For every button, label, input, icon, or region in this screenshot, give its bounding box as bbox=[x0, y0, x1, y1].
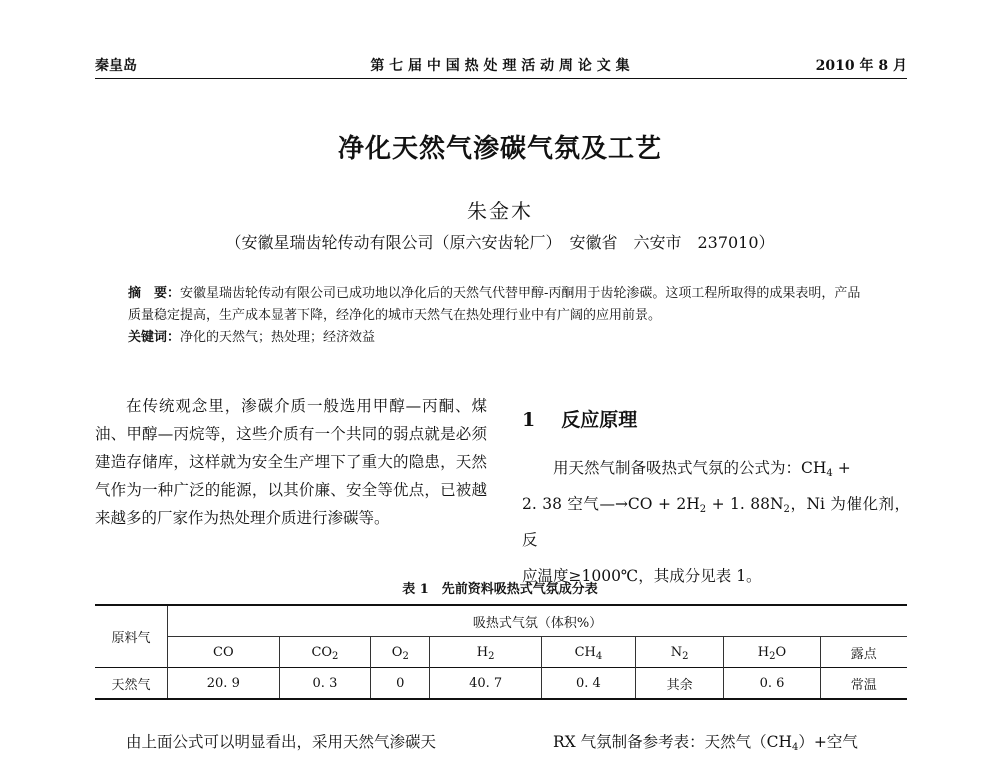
formula-line-3: 应温度≥1000℃，其成分见表 1。 bbox=[522, 567, 762, 585]
table-cell: 40. 7 bbox=[430, 668, 542, 700]
header-rule bbox=[95, 78, 907, 79]
running-header-center: 第 七 届 中 国 热 处 理 活 动 周 论 文 集 bbox=[370, 58, 630, 74]
author-affiliation: （安徽星瑞齿轮传动有限公司（原六安齿轮厂） 安徽省 六安市 237010） bbox=[225, 233, 775, 252]
column-header-cell: $CO_2$ bbox=[279, 637, 371, 668]
following-paragraph-right: RX 气氛制备参考表：天然气$(CH_4)+$空气 bbox=[553, 733, 858, 753]
formula-line-1: 用天然气制备吸热式气氛的公式为：$CH_4$ + bbox=[553, 459, 851, 479]
following-paragraph-left: 由上面公式可以明显看出，采用天然气渗碳天 bbox=[126, 733, 437, 751]
table-cell: 0 bbox=[371, 668, 430, 700]
keywords-line: 关键词：净化的天然气；热处理；经济效益 bbox=[128, 330, 376, 345]
abstract-text: 摘 要：安徽星瑞齿轮传动有限公司已成功地以净化后的天然气代替甲醇-丙酮用于齿轮渗碳。这项工程所取得的成果表明，产品质量稳定提高，生产成本显著下降，经净化的城市天然气在热处理行业中有广阔的应用前景。 bbox=[128, 286, 861, 323]
table-cell: 20. 9 bbox=[168, 668, 280, 700]
author-name: 朱金木 bbox=[467, 199, 533, 223]
table-cell: 0. 3 bbox=[279, 668, 371, 700]
table-caption: 表 1 先前资料吸热式气氛成分表 bbox=[402, 582, 598, 597]
column-header-cell: $H_2$ bbox=[430, 637, 542, 668]
column-header-cell: CO bbox=[168, 637, 280, 668]
table-cell: 常温 bbox=[820, 668, 907, 700]
abstract-label: 摘 要： bbox=[128, 286, 181, 301]
reaction-paragraph bbox=[522, 450, 910, 594]
row-header-cell: 原料气 bbox=[95, 605, 168, 668]
table-row-label: 天然气 bbox=[95, 668, 168, 700]
column-header-cell: $CH_4$ bbox=[541, 637, 635, 668]
keywords-label: 关键词： bbox=[128, 330, 181, 345]
column-header-cell: $N_2$ bbox=[635, 637, 723, 668]
section-title: 反应原理 bbox=[561, 409, 638, 431]
table-cell: 0. 6 bbox=[724, 668, 820, 700]
intro-paragraph: 在传统观念里，渗碳介质一般选用甲醇—丙酮、煤油、甲醇—丙烷等，这些介质有一个共同的弱点就是必须建造存储库，这样就为安全生产埋下了重大的隐患，天然气作为一种广泛的能源，以其价廉、安全等优点，已被越来越多的厂家作为热处理介质进行渗碳等。 bbox=[95, 397, 487, 527]
formula-line-2: 2. 38 空气—→CO + $2H_2 + 1$. $88N_2$，Ni 为催化剂，反 bbox=[522, 495, 911, 549]
paper-title: 净化天然气渗碳气氛及工艺 bbox=[337, 134, 662, 164]
composition-table bbox=[95, 604, 907, 700]
running-header-right: 2010 年 8 月 bbox=[815, 58, 907, 74]
column-header-cell: 露点 bbox=[820, 637, 907, 668]
running-header-left: 秦皇岛 bbox=[95, 58, 137, 74]
group-header-cell: 吸热式气氛（体积%） bbox=[168, 605, 908, 637]
section-heading bbox=[522, 405, 637, 432]
table-cell: 0. 4 bbox=[541, 668, 635, 700]
table-cell: 其余 bbox=[635, 668, 723, 700]
column-header-cell: $O_2$ bbox=[371, 637, 430, 668]
abstract-block bbox=[128, 283, 873, 349]
section-number: 1 bbox=[522, 409, 536, 431]
column-header-cell: $H_2O$ bbox=[724, 637, 820, 668]
